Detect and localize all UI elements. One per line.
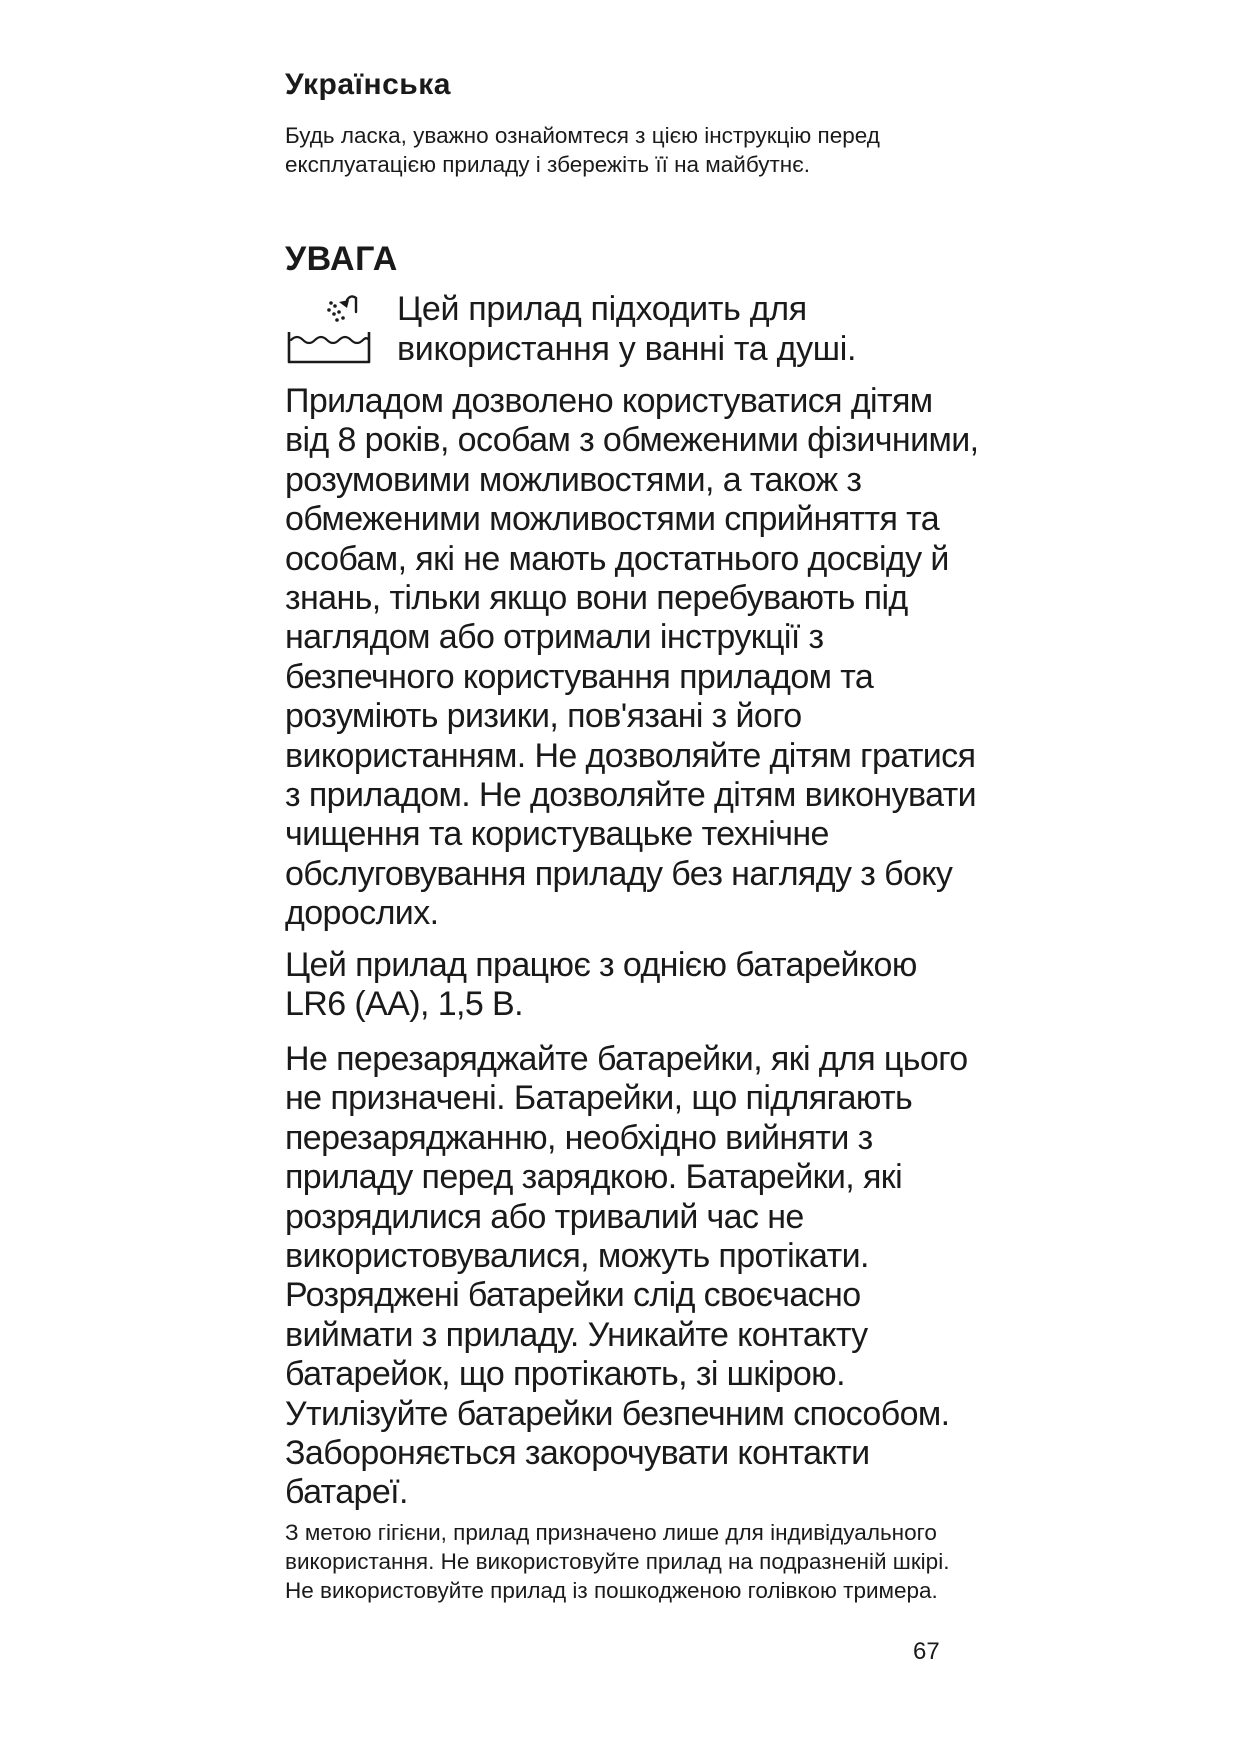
page-number: 67 xyxy=(913,1638,940,1665)
bath-usage-text: Цей прилад підходить для використання у ванні та душі. xyxy=(397,290,857,368)
warning-heading: УВАГА xyxy=(285,240,398,278)
hygiene-note: З метою гігієни, прилад призначено лише для індивідуального використання. Не використовуйте прилад на подразненій шкірі. Не використовуйте прилад із пошкодженою голівкою тримера. xyxy=(285,1520,950,1603)
bath-shower-icon xyxy=(285,292,373,368)
children-safety-paragraph: Приладом дозволено користуватися дітям від 8 років, особам з обмеженими фізичними, розумовими можливостями, а також з обмеженими можливостями сприйняття та особам, які не мають достатнього досвіду й знань, тільки якщо вони перебувають під наглядом або отримали інструкції з безпечного користування приладом та розуміють ризики, пов'язані з його використанням. Не дозволяйте дітям гратися з приладом. Не дозволяйте дітям виконувати чищення та користувацьке технічне обслуговування приладу без нагляду з боку дорослих. xyxy=(285,382,979,933)
intro-text: Будь ласка, уважно ознайомтеся з цією інструкцію перед експлуатацією приладу і збережіть її на майбутнє. xyxy=(285,123,880,177)
language-heading: Українська xyxy=(285,68,451,101)
battery-type-paragraph: Цей прилад працює з однією батарейкою LR6 (AA), 1,5 В. xyxy=(285,946,917,1024)
battery-safety-paragraph: Не перезаряджайте батарейки, які для цього не призначені. Батарейки, що підлягають перезаряджанню, необхідно вийняти з приладу перед зарядкою. Батарейки, які розрядилися або тривалий час не використовувалися, можуть протікати. Розряджені батарейки слід своєчасно виймати з приладу. Уникайте контакту батарейок, що протікають, зі шкірою. Утилізуйте батарейки безпечним способом. Забороняється закорочувати контакти батареї. xyxy=(285,1040,968,1512)
